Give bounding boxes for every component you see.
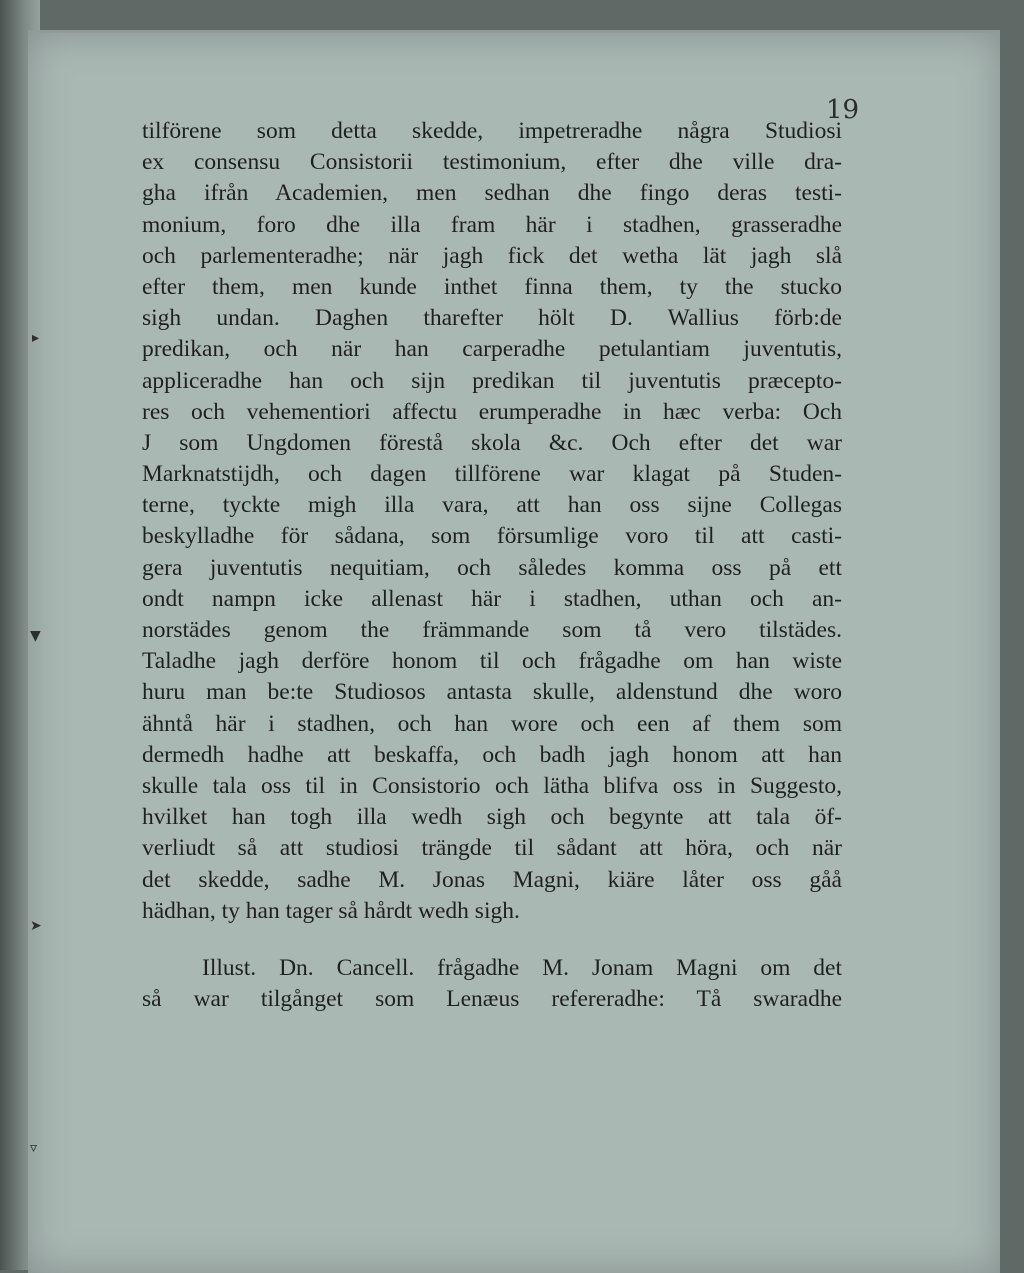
text-line: sigh undan. Daghen tharefter hölt D. Wallius förb:de (142, 305, 842, 332)
text-line: norstädes genom the främmande som tå vero tilstädes. (142, 617, 842, 643)
text-line: huru man be:te Studiosos antasta skulle, aldenstund dhe woro (142, 679, 842, 706)
margin-mark: ▸ (32, 330, 40, 346)
text-line: verliudt så att studiosi trängde til sådant att höra, och när (142, 835, 842, 862)
margin-mark: ▼ (30, 628, 41, 644)
text-line: predikan, och när han carperadhe petulantiam juventutis, (142, 336, 842, 363)
text-line: gha ifrån Academien, men sedhan dhe fingo deras testi- (142, 180, 842, 207)
text-line: beskylladhe för sådana, som försumlige voro til att casti- (142, 523, 842, 550)
text-line: Illust. Dn. Cancell. frågadhe M. Jonam Magni om det (202, 954, 842, 981)
text-line: Taladhe jagh derföre honom til och frågadhe om han wiste (142, 648, 842, 675)
paragraph-1 (142, 116, 842, 927)
text-line: gera juventutis nequitiam, och således komma oss på ett (142, 554, 842, 581)
page-number: 19 (826, 95, 860, 125)
text-line: ex consensu Consistorii testimonium, efter dhe ville dra- (142, 149, 842, 176)
text-line: ähntå här i stadhen, och han wore och een af them som (142, 710, 842, 737)
text-line: Marknatstijdh, och dagen tillförene war klagat på Studen- (142, 461, 842, 488)
body-text (142, 116, 842, 1015)
text-line: tilförene som detta skedde, impetreradhe några Studiosi (142, 118, 842, 144)
text-line: monium, foro dhe illa fram här i stadhen, grasseradhe (142, 211, 842, 238)
text-line: så war tilgånget som Lenæus refereradhe: Tå swaradhe (142, 986, 842, 1013)
text-line: res och vehementiori affectu erumperadhe in hæc verba: Och (142, 398, 842, 425)
text-line: skulle tala oss til in Consistorio och lätha blifva oss in Suggesto, (142, 772, 842, 799)
text-line: hvilket han togh illa wedh sigh och begynte att tala öf- (142, 804, 842, 831)
text-line: ondt nampn icke allenast här i stadhen, uthan och an- (142, 585, 842, 612)
paragraph-gap (142, 927, 842, 953)
text-line: terne, tyckte migh illa vara, att han oss sijne Collegas (142, 492, 842, 519)
margin-mark: ➤ (30, 918, 42, 934)
text-line: hädhan, ty han tager så hårdt wedh sigh. (142, 897, 520, 924)
text-line: dermedh hadhe att beskaffa, och badh jagh honom att han (142, 741, 842, 768)
text-line: J som Ungdomen förestå skola &c. Och efter det war (142, 429, 842, 456)
paragraph-2 (142, 953, 842, 1015)
text-line: efter them, men kunde inthet finna them, ty the stucko (142, 273, 842, 300)
text-line: det skedde, sadhe M. Jonas Magni, kiäre låter oss gåå (142, 866, 842, 893)
text-line: appliceradhe han och sijn predikan til juventutis præcepto- (142, 367, 842, 394)
text-line: och parlementeradhe; när jagh fick det wetha lät jagh slå (142, 242, 842, 269)
margin-mark: ▿ (30, 1140, 38, 1156)
